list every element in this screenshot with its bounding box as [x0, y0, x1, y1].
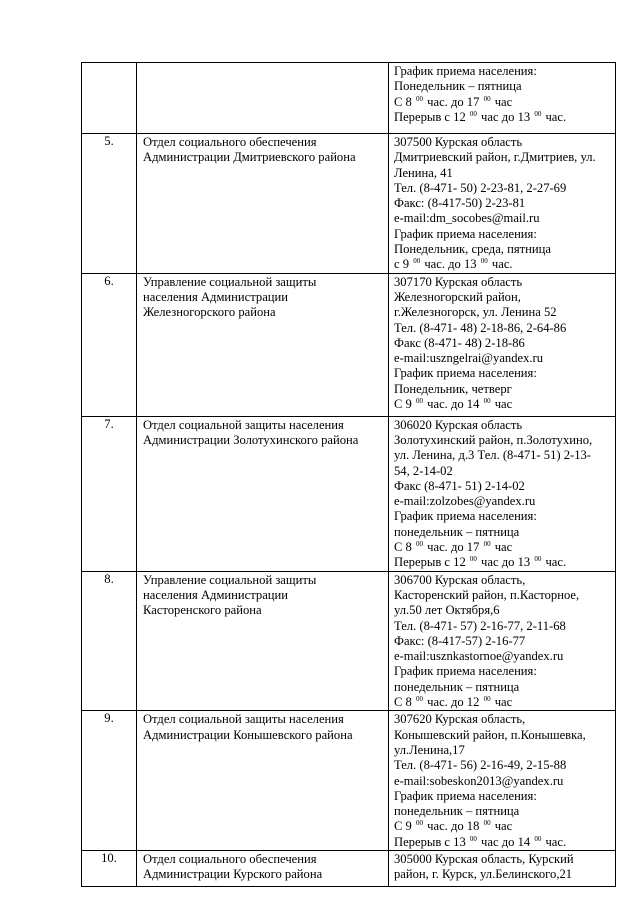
office-name-line: Отдел социального обеспечения [143, 135, 317, 149]
contact-info-cell [389, 416, 616, 571]
office-name-line: Отдел социальной защиты населения [143, 712, 344, 727]
office-name-line: Администрации Курского района [143, 867, 323, 882]
contact-line: Перерыв с 12 $^{00}$ час до 13 $^{00}$ час. [394, 109, 567, 124]
contact-line: Золотухинский район, п.Золотухино, [394, 432, 593, 447]
contact-line: Железногорский район, [394, 289, 521, 304]
contact-line: понедельник – пятница [394, 524, 520, 539]
contact-line: г.Железногорск, ул. Ленина 52 [394, 305, 557, 320]
contact-line: С 8 $^{00}$ час. до 12 $^{00}$ час [394, 695, 513, 710]
office-name-line: Железногорского района [143, 305, 276, 320]
contact-line: График приема населения: [394, 64, 537, 78]
table-row [82, 416, 616, 571]
contact-line: С 8 $^{00}$ час. до 17 $^{00}$ час [394, 94, 513, 109]
office-name-cell [137, 134, 389, 274]
contact-line: Понедельник, среда, пятница [394, 242, 551, 257]
contact-line: ул. Ленина, д.3 Тел. (8-471- 51) 2-13- [394, 448, 591, 463]
contact-line: Ленина, 41 [394, 165, 453, 180]
row-number: 6. [104, 273, 114, 288]
contact-line: Перерыв с 12 $^{00}$ час до 13 $^{00}$ час. [394, 555, 567, 570]
contact-line: График приема населения: [394, 226, 537, 241]
contact-line: Тел. (8-471- 48) 2-18-86, 2-64-86 [394, 320, 567, 335]
office-name-line: Администрации Дмитриевского района [143, 150, 356, 165]
contact-info-cell [389, 850, 616, 886]
contact-line: График приема населения: [394, 366, 537, 381]
offices-table [81, 62, 616, 887]
row-number: 7. [104, 416, 114, 431]
contact-info-cell [389, 571, 616, 711]
contact-line: Тел. (8-471- 57) 2-16-77, 2-11-68 [394, 618, 566, 633]
office-name-line: Управление социальной защиты [143, 572, 317, 587]
office-name-line: Касторенского района [143, 603, 262, 618]
contact-line: С 9 $^{00}$ час. до 14 $^{00}$ час [394, 397, 513, 412]
row-number: 10. [101, 850, 117, 865]
row-number: 9. [104, 711, 114, 726]
contact-line: Понедельник – пятница [394, 79, 522, 94]
office-name-cell [137, 273, 389, 416]
contact-line: 307620 Курская область, [394, 712, 526, 727]
contact-line: с 9 $^{00}$ час. до 13 $^{00}$ час. [394, 257, 513, 272]
contact-line: 307500 Курская область [394, 135, 523, 149]
row-number-cell [82, 416, 137, 571]
contact-line: С 9 $^{00}$ час. до 18 $^{00}$ час [394, 819, 513, 834]
contact-line: Тел. (8-471- 56) 2-16-49, 2-15-88 [394, 758, 567, 773]
row-number-cell [82, 63, 137, 134]
contact-line: График приема населения: [394, 664, 537, 679]
contact-line: e-mail:dm_socobes@mail.ru [394, 211, 540, 226]
table-row [82, 571, 616, 711]
table-row [82, 711, 616, 851]
row-number-cell [82, 134, 137, 274]
office-name-line: населения Администрации [143, 587, 289, 602]
office-name-cell [137, 63, 389, 134]
table-row [82, 273, 616, 416]
contact-line: 305000 Курская область, Курский [394, 851, 574, 866]
contact-line: График приема населения: [394, 509, 537, 524]
contact-line: e-mail:sobeskon2013@yandex.ru [394, 773, 564, 788]
contact-info-cell [389, 273, 616, 416]
contact-line: район, г. Курск, ул.Белинского,21 [394, 867, 573, 882]
office-name-cell [137, 850, 389, 886]
contact-line: Факс: (8-417-57) 2-16-77 [394, 633, 526, 648]
contact-line: 54, 2-14-02 [394, 463, 453, 478]
office-name-line: Отдел социальной защиты населения [143, 417, 344, 432]
contact-info-cell [389, 63, 616, 134]
contact-line: Понедельник, четверг [394, 381, 512, 396]
contact-line: понедельник – пятница [394, 804, 520, 819]
contact-line: ул.50 лет Октября,6 [394, 603, 500, 618]
table-row [82, 63, 616, 134]
contact-line: ул.Ленина,17 [394, 742, 465, 757]
row-number-cell [82, 711, 137, 851]
office-name-cell [137, 571, 389, 711]
contact-line: Факс (8-471- 48) 2-18-86 [394, 335, 525, 350]
contact-line: 306700 Курская область, [394, 572, 526, 587]
row-number-cell [82, 273, 137, 416]
office-name-line: Администрации Золотухинского района [143, 432, 359, 447]
offices-table-body [82, 63, 616, 887]
contact-line: e-mail:usznkastornoe@yandex.ru [394, 649, 564, 664]
contact-line: e-mail:zolzobes@yandex.ru [394, 494, 536, 509]
row-number-cell [82, 571, 137, 711]
office-name-cell [137, 711, 389, 851]
row-number: 5. [104, 134, 114, 148]
contact-line: Дмитриевский район, г.Дмитриев, ул. [394, 150, 596, 165]
contact-line: понедельник – пятница [394, 679, 520, 694]
contact-line: Факс: (8-417-50) 2-23-81 [394, 196, 526, 211]
row-number-cell [82, 850, 137, 886]
contact-info-cell [389, 711, 616, 851]
office-name-line: населения Администрации [143, 289, 289, 304]
contact-line: e-mail:uszngelrai@yandex.ru [394, 351, 544, 366]
contact-line: 307170 Курская область [394, 274, 523, 289]
contact-line: Перерыв с 13 $^{00}$ час до 14 $^{00}$ час. [394, 834, 567, 849]
office-name-line: Управление социальной защиты [143, 274, 317, 289]
contact-line: Тел. (8-471- 50) 2-23-81, 2-27-69 [394, 180, 567, 195]
office-name-cell [137, 416, 389, 571]
contact-line: График приема населения: [394, 788, 537, 803]
contact-info-cell [389, 134, 616, 274]
contact-line: Конышевский район, п.Конышевка, [394, 727, 586, 742]
contact-line: 306020 Курская область [394, 417, 523, 432]
contact-line: Факс (8-471- 51) 2-14-02 [394, 478, 525, 493]
row-number: 8. [104, 571, 114, 586]
office-name-line: Администрации Конышевского района [143, 727, 353, 742]
table-row [82, 134, 616, 274]
contact-line: С 8 $^{00}$ час. до 17 $^{00}$ час [394, 540, 513, 555]
table-row [82, 850, 616, 886]
office-name-line: Отдел социального обеспечения [143, 851, 317, 866]
contact-line: Касторенский район, п.Касторное, [394, 587, 580, 602]
